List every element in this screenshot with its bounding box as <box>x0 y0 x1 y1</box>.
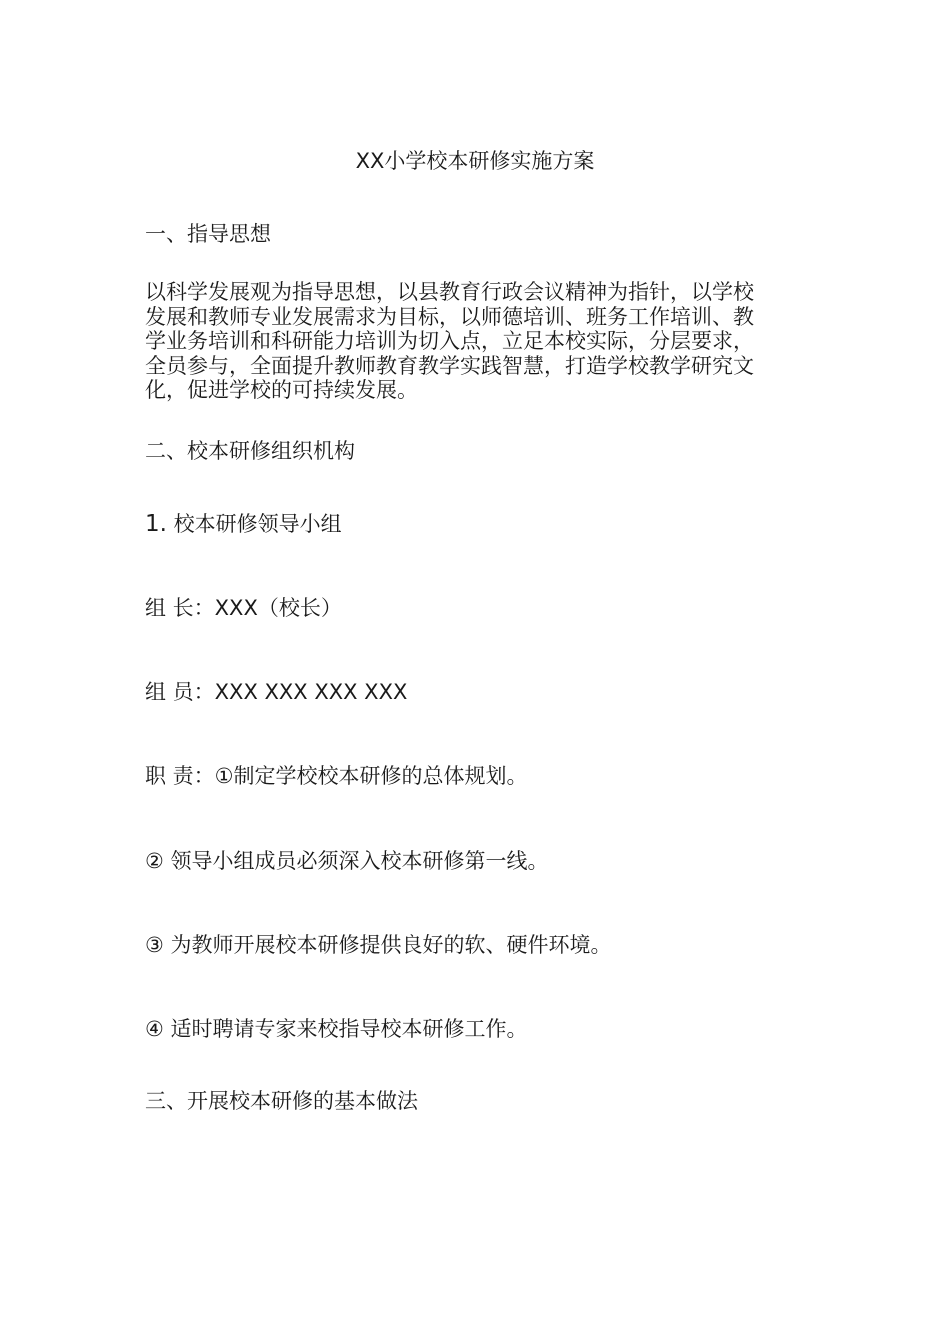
duty-item-4: ④ 适时聘请专家来校指导校本研修工作。 <box>145 1017 528 1041</box>
paragraph-line: 化，促进学校的可持续发展。 <box>145 378 418 402</box>
duty-item-3: ③ 为教师开展校本研修提供良好的软、硬件环境。 <box>145 933 612 957</box>
guiding-ideology-paragraph <box>145 280 795 403</box>
subsection-number: 1. <box>145 511 167 537</box>
section-heading-guiding-ideology: 一、指导思想 <box>145 222 271 246</box>
paragraph-line: 全员参与，全面提升教师教育教学实践智慧，打造学校教学研究文 <box>145 353 754 378</box>
section-heading-organization: 二、校本研修组织机构 <box>145 439 355 463</box>
duty-item-2: ② 领导小组成员必须深入校本研修第一线。 <box>145 849 549 873</box>
paragraph-line: 发展和教师专业发展需求为目标，以师德培训、班务工作培训、教 <box>145 304 754 329</box>
document-title: XX小学校本研修实施方案 <box>355 149 595 173</box>
paragraph-line: 以科学发展观为指导思想，以县教育行政会议精神为指针，以学校 <box>145 280 754 304</box>
duties-line: 职 责：①制定学校校本研修的总体规划。 <box>145 764 528 788</box>
section-heading-basic-practices: 三、开展校本研修的基本做法 <box>145 1089 418 1113</box>
paragraph-line: 学业务培训和科研能力培训为切入点，立足本校实际，分层要求， <box>145 329 754 353</box>
subsection-title: 校本研修领导小组 <box>173 512 342 536</box>
group-members-line: 组 员：XXX XXX XXX XXX <box>145 680 408 704</box>
subsection-heading-leadership-group <box>145 510 342 538</box>
group-leader-line: 组 长：XXX（校长） <box>145 596 342 620</box>
